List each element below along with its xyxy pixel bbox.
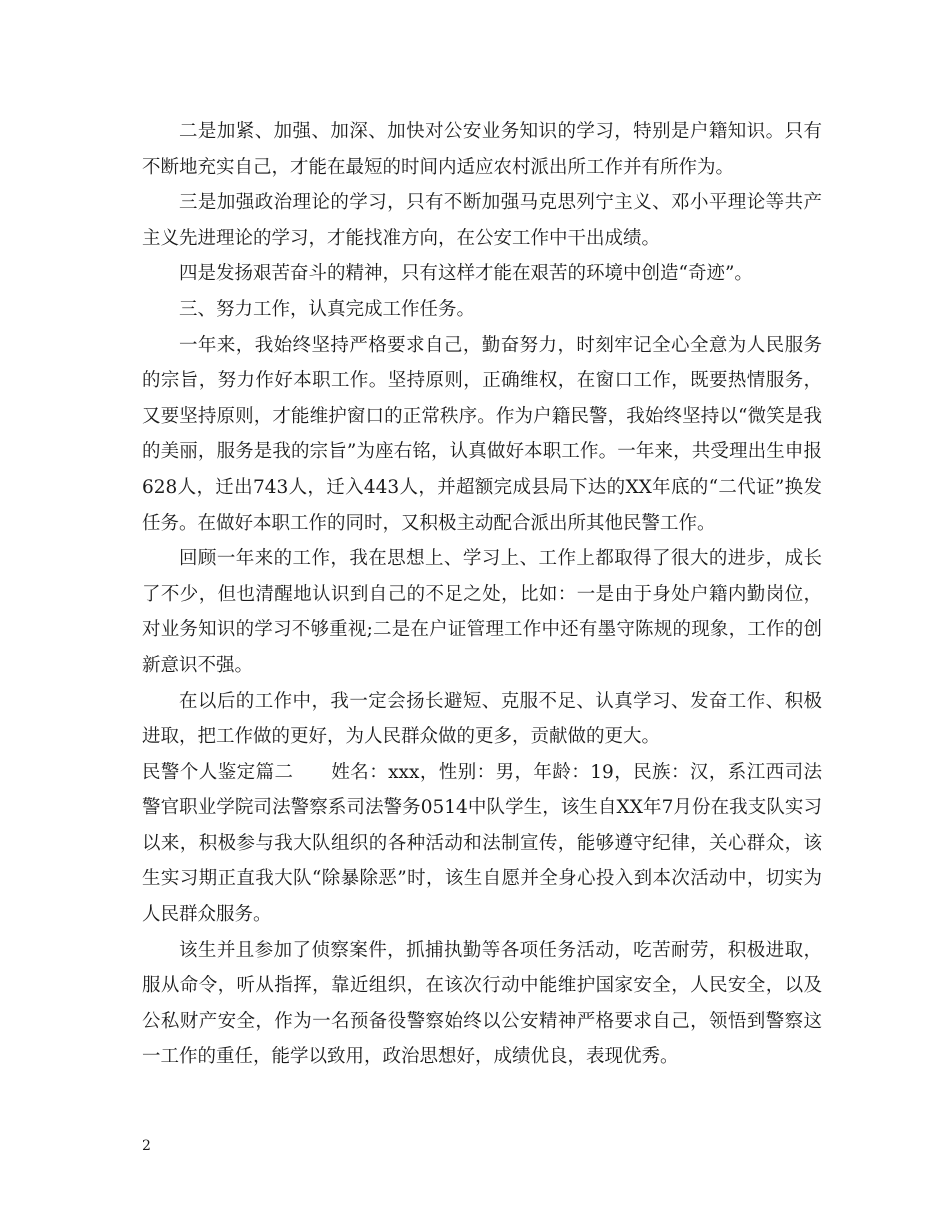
paragraph-review: 回顾一年来的工作，我在思想上、学习上、工作上都取得了很大的进步，成长了不少，但也清醒地认识到自己的不足之处，比如：一是由于身处户籍内勤岗位，对业务知识的学习不够重视;二是在户证管理工作中还有墨守陈规的现象，工作的创新意识不强。 xyxy=(142,548,822,676)
paragraph-point-two: 二是加紧、加强、加深、加快对公安业务知识的学习，特别是户籍知识。只有不断地充实自己，才能在最短的时间内适应农村派出所工作并有所作为。 xyxy=(142,121,822,178)
paragraph-point-four: 四是发扬艰苦奋斗的精神，只有这样才能在艰苦的环境中创造“奇迹”。 xyxy=(179,263,753,285)
section-title: 民警个人鉴定篇二 xyxy=(142,761,294,783)
section-intro: 姓名：xxx，性别：男，年龄：19，民族：汉，系江西司法警官职业学院司法警察系司法警务0514中队学生，该生自XX年7月份在我支队实习以来，积极参与我大队组织的各种活动和法制宣传，能够遵守纪律，关心群众，该生实习期正直我大队“除暴除恶”时，该生自愿并全身心投入到本次活动中，切实为人民群众服务。 xyxy=(142,761,822,926)
paragraph-point-three: 三是加强政治理论的学习，只有不断加强马克思列宁主义、邓小平理论等共产主义先进理论的学习，才能找准方向，在公安工作中干出成绩。 xyxy=(142,192,822,249)
page-number: 2 xyxy=(142,1138,151,1154)
paragraph-work-summary: 一年来，我始终坚持严格要求自己，勤奋努力，时刻牢记全心全意为人民服务的宗旨，努力作好本职工作。坚持原则，正确维权，在窗口工作，既要热情服务，又要坚持原则，才能维护窗口的正常秩序。作为户籍民警，我始终坚持以“微笑是我的美丽，服务是我的宗旨”为座右铭，认真做好本职工作。一年来，共受理出生申报628人，迁出743人，迁入443人，并超额完成县局下达的XX年底的“二代证”换发任务。在做好本职工作的同时，又积极主动配合派出所其他民警工作。 xyxy=(142,334,822,534)
section-heading-three: 三、努力工作，认真完成工作任务。 xyxy=(179,298,476,320)
paragraph-section-two xyxy=(142,755,822,933)
paragraph-closing: 该生并且参加了侦察案件，抓捕执勤等各项任务活动，吃苦耐劳，积极进取，服从命令，听从指挥，靠近组织，在该次行动中能维护国家安全，人民安全，以及公私财产安全，作为一名预备役警察始终以公安精神严格要求自己，领悟到警察这一工作的重任，能学以致用，政治思想好，成绩优良，表现优秀。 xyxy=(142,939,822,1068)
paragraph-future-plan: 在以后的工作中，我一定会扬长避短、克服不足、认真学习、发奋工作、积极进取，把工作做的更好，为人民群众做的更多，贡献做的更大。 xyxy=(142,690,822,748)
document-body xyxy=(142,114,822,1075)
